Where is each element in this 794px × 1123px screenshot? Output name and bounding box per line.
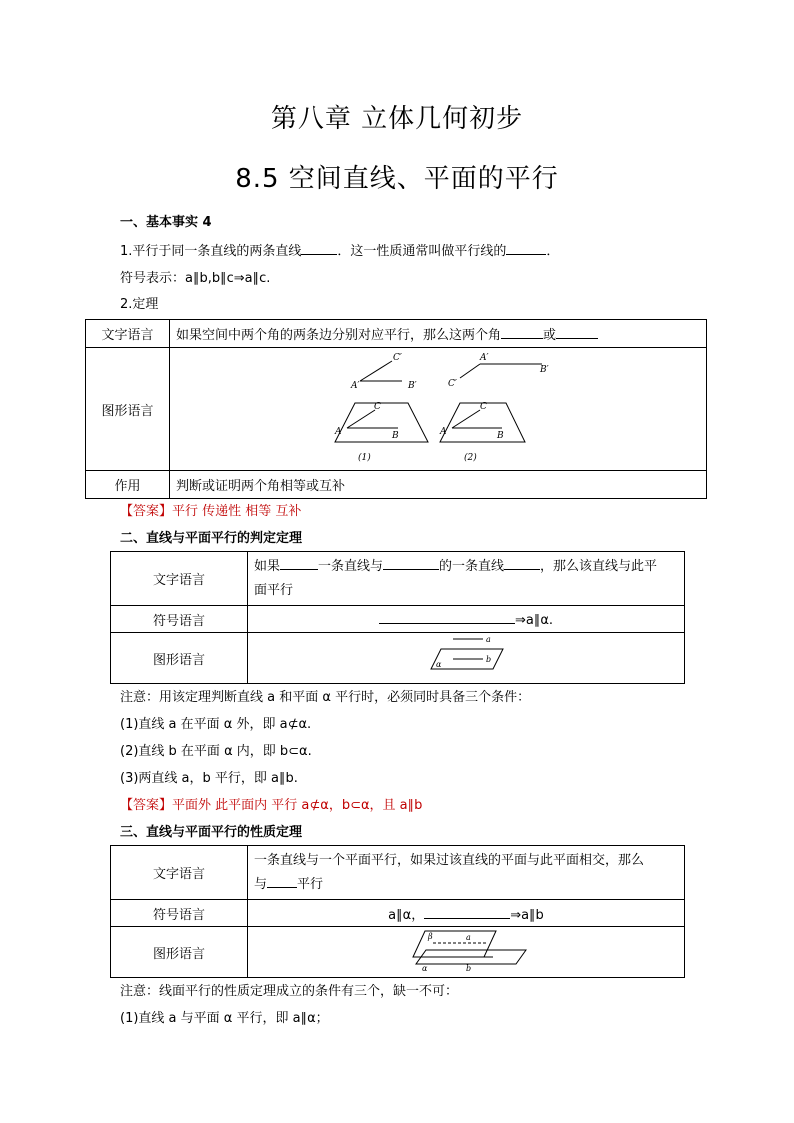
figure-caption-2: (2) <box>464 453 477 463</box>
label-plane-beta: β <box>428 932 433 941</box>
theorem-text-or: 或 <box>543 328 557 343</box>
s1-symbol-line: 符号表示：a∥b,b∥c⇒a∥c. <box>120 271 271 286</box>
blank <box>556 326 598 339</box>
property-symbol-b: ⇒a∥b <box>510 907 544 923</box>
label-b-prime-2: B′ <box>540 365 549 375</box>
section-3-heading: 三、直线与平面平行的性质定理 <box>120 825 303 840</box>
label-plane-alpha: α <box>436 660 442 669</box>
blank <box>301 242 337 255</box>
label-b-prime-1: B′ <box>408 381 417 391</box>
property-symbol-cell <box>248 900 685 927</box>
label-text-language: 文字语言 <box>111 552 248 606</box>
blank <box>383 557 439 570</box>
judgement-text-3: 的一条直线 <box>439 558 505 574</box>
label-symbol-language: 符号语言 <box>111 900 248 927</box>
judgement-text-5: 面平行 <box>254 582 294 598</box>
blank <box>504 557 540 570</box>
theorem-table <box>85 319 707 499</box>
s1-theorem-label: 2.定理 <box>120 297 159 312</box>
judgement-symbol-text: ⇒a∥α. <box>514 612 554 628</box>
label-b-1: B <box>392 431 399 441</box>
judgement-theorem-table <box>110 551 685 684</box>
theorem-text-cell <box>170 320 707 348</box>
s1-answer: 【答案】平行 传递性 相等 互补 <box>120 504 302 519</box>
label-symbol-language: 符号语言 <box>111 606 248 633</box>
label-plane-alpha: α <box>422 964 428 973</box>
s2-note: 注意：用该定理判断直线 a 和平面 α 平行时，必须同时具备三个条件： <box>120 690 531 705</box>
judgement-text-4: ，那么该直线与此平 <box>540 558 658 574</box>
property-figure-cell <box>248 927 685 978</box>
label-a-prime-2: A′ <box>480 353 489 363</box>
s2-answer: 【答案】平面外 此平面内 平行 a⊄α，b⊂α，且 a∥b <box>120 798 423 813</box>
blank <box>506 242 546 255</box>
property-theorem-table <box>110 845 685 978</box>
label-figure-language: 图形语言 <box>111 927 248 978</box>
usage-text: 判断或证明两个角相等或互补 <box>170 471 707 499</box>
s2-condition-2: (2)直线 b 在平面 α 内，即 b⊂α. <box>120 744 312 759</box>
blank <box>379 611 515 624</box>
judgement-text-1: 如果 <box>254 558 281 574</box>
s3-note: 注意：线面平行的性质定理成立的条件有三个，缺一不可： <box>120 984 459 999</box>
s1-line-1 <box>120 240 559 259</box>
property-symbol-a: a∥α， <box>388 907 425 923</box>
blank <box>280 557 318 570</box>
section-title: 8.5 空间直线、平面的平行 <box>235 164 559 194</box>
theorem-text-a: 如果空间中两个角的两条边分别对应平行，那么这两个角 <box>176 328 502 343</box>
label-figure-language: 图形语言 <box>111 633 248 684</box>
label-c-2: C <box>480 402 487 412</box>
s2-condition-1: (1)直线 a 在平面 α 外，即 a⊄α. <box>120 717 312 732</box>
label-line-b: b <box>466 964 472 973</box>
parallel-angles-figure <box>170 348 706 466</box>
label-a-1: A <box>335 427 342 437</box>
blank <box>501 326 543 339</box>
label-text-language: 文字语言 <box>86 320 170 348</box>
section-1-heading: 一、基本事实 4 <box>120 215 212 230</box>
label-figure-language: 图形语言 <box>86 348 170 471</box>
label-b-2: B <box>497 431 504 441</box>
property-text-3: 平行 <box>297 876 324 892</box>
s2-condition-3: (3)两直线 a，b 平行，即 a∥b. <box>120 771 298 786</box>
label-a-prime-1: A′ <box>351 381 360 391</box>
label-c-prime-2: C′ <box>448 379 457 389</box>
judgement-text-cell <box>248 552 685 606</box>
property-text-2: 与 <box>254 876 268 892</box>
blank <box>267 875 297 888</box>
intersecting-planes-figure <box>248 927 678 973</box>
label-c-prime-1: C′ <box>393 353 402 363</box>
label-c-1: C <box>374 402 381 412</box>
judgement-text-2: 一条直线与 <box>318 558 384 574</box>
s1-line-1-part-a: 1.平行于同一条直线的两条直线 <box>120 244 302 259</box>
s1-line-1-part-c: ． <box>546 244 560 259</box>
label-line-b: b <box>486 655 492 664</box>
s1-line-1-part-b: ．这一性质通常叫做平行线的 <box>337 244 507 259</box>
property-text-cell <box>248 846 685 900</box>
label-usage: 作用 <box>86 471 170 499</box>
label-text-language: 文字语言 <box>111 846 248 900</box>
judgement-figure-cell <box>248 633 685 684</box>
figure-caption-1: (1) <box>358 453 371 463</box>
blank <box>424 906 510 919</box>
chapter-title: 第八章 立体几何初步 <box>270 104 524 134</box>
judgement-symbol-cell <box>248 606 685 633</box>
line-plane-parallel-figure <box>248 633 678 679</box>
s3-condition-1: (1)直线 a 与平面 α 平行，即 a∥α； <box>120 1011 329 1026</box>
angle-figure-cell <box>170 348 707 471</box>
property-text-1: 一条直线与一个平面平行，如果过该直线的平面与此平面相交，那么 <box>254 852 645 868</box>
section-2-heading: 二、直线与平面平行的判定定理 <box>120 531 303 546</box>
label-line-a: a <box>486 635 491 644</box>
label-line-a: a <box>466 933 471 942</box>
label-a-2: A <box>440 427 447 437</box>
